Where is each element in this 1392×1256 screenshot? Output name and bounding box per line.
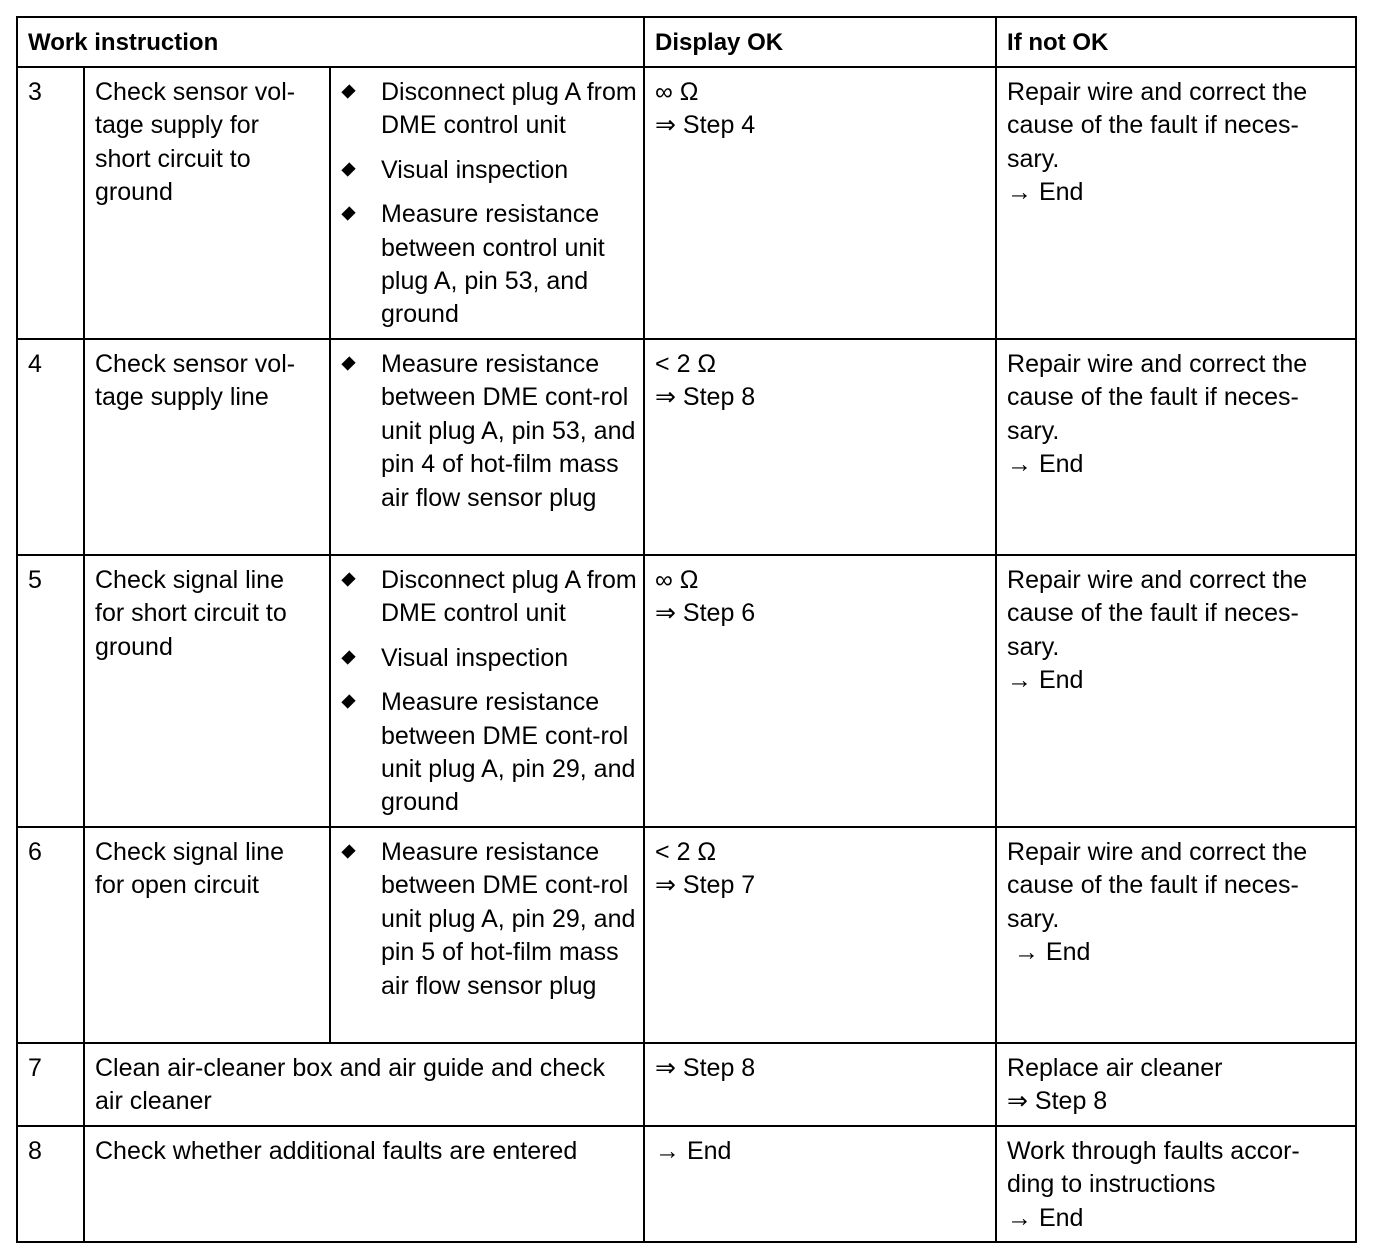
display-ok-next: ⇒ Step 4 (655, 111, 756, 140)
diamond-bullet-icon (341, 650, 355, 664)
if-not-ok-next: → End (1007, 178, 1084, 207)
table-header-row (17, 17, 1356, 67)
display-ok-next: ⇒ Step 7 (655, 871, 756, 900)
task-text: Check signal line for open circuit (95, 838, 284, 900)
diamond-bullet-icon (341, 207, 355, 221)
if-not-ok-action: Repair wire and correct the cause of the fault if neces-sary. (1007, 566, 1308, 661)
table-row (17, 1126, 1356, 1242)
if-not-ok-next: → End (1007, 938, 1091, 967)
task-cell (84, 555, 330, 827)
task-cell (84, 1043, 644, 1126)
task-text: Check whether additional faults are entered (95, 1136, 578, 1165)
display-ok-cell (644, 827, 996, 1043)
if-not-ok-action: Repair wire and correct the cause of the fault if neces-sary. (1007, 350, 1308, 445)
display-ok-cell (644, 67, 996, 339)
table-row (17, 827, 1356, 1043)
if-not-ok-action: Replace air cleaner (1007, 1054, 1223, 1082)
if-not-ok-cell (996, 1126, 1356, 1242)
instruction-bullets (330, 827, 644, 1043)
instruction-bullets (330, 555, 644, 827)
display-ok-value: < 2 Ω (655, 838, 717, 866)
step-number: 6 (17, 827, 84, 1043)
instruction-bullets (330, 339, 644, 555)
table-row (17, 339, 1356, 555)
instruction-bullets (330, 67, 644, 339)
task-cell (84, 827, 330, 1043)
task-text: Check signal line for short circuit to ground (95, 566, 287, 661)
table-row (17, 555, 1356, 827)
display-ok-next: → End (655, 1136, 732, 1165)
step-number: 3 (17, 67, 84, 339)
display-ok-cell (644, 339, 996, 555)
display-ok-cell (644, 555, 996, 827)
if-not-ok-cell (996, 1043, 1356, 1126)
work-instruction-table (16, 16, 1357, 1243)
bullet-item: Visual inspection (339, 642, 637, 675)
if-not-ok-action: Repair wire and correct the cause of the fault if neces-sary. (1007, 838, 1308, 933)
bullet-item: Disconnect plug A from DME control unit (339, 76, 637, 143)
diamond-bullet-icon (341, 162, 355, 176)
bullet-item: Measure resistance between DME cont-rol unit plug A, pin 53, and pin 4 of hot-film mass air flow sensor plug (339, 348, 637, 515)
diamond-bullet-icon (341, 572, 355, 586)
if-not-ok-next: → End (1007, 450, 1084, 479)
header-if-not-ok: If not OK (996, 17, 1356, 67)
display-ok-cell (644, 1126, 996, 1242)
bullet-item: Measure resistance between DME cont-rol unit plug A, pin 29, and ground (339, 686, 637, 820)
diamond-bullet-icon (341, 356, 355, 370)
table-row (17, 67, 1356, 339)
if-not-ok-cell (996, 555, 1356, 827)
step-number: 8 (17, 1126, 84, 1242)
bullet-item: Measure resistance between DME cont-rol unit plug A, pin 29, and pin 5 of hot-film mass air flow sensor plug (339, 836, 637, 1003)
bullet-item: Visual inspection (339, 154, 637, 187)
if-not-ok-cell (996, 339, 1356, 555)
task-cell (84, 339, 330, 555)
task-text: Check sensor vol-tage supply for short circuit to ground (95, 78, 296, 207)
if-not-ok-action: Work through faults accor-ding to instructions (1007, 1136, 1300, 1199)
display-ok-next: ⇒ Step 6 (655, 599, 756, 628)
diamond-bullet-icon (341, 844, 355, 858)
if-not-ok-cell (996, 67, 1356, 339)
task-text: Check sensor vol-tage supply line (95, 350, 296, 412)
header-work-instruction: Work instruction (17, 17, 644, 67)
bullet-item: Disconnect plug A from DME control unit (339, 564, 637, 631)
diamond-bullet-icon (341, 84, 355, 98)
task-cell (84, 1126, 644, 1242)
if-not-ok-next: ⇒ Step 8 (1007, 1087, 1108, 1116)
if-not-ok-next: → End (1007, 1203, 1084, 1232)
header-display-ok: Display OK (644, 17, 996, 67)
if-not-ok-action: Repair wire and correct the cause of the fault if neces-sary. (1007, 78, 1308, 173)
if-not-ok-cell (996, 827, 1356, 1043)
step-number: 4 (17, 339, 84, 555)
task-text: Clean air-cleaner box and air guide and check air cleaner (95, 1054, 606, 1116)
diamond-bullet-icon (341, 695, 355, 709)
task-cell (84, 67, 330, 339)
step-number: 5 (17, 555, 84, 827)
display-ok-next: ⇒ Step 8 (655, 1054, 756, 1082)
display-ok-cell (644, 1043, 996, 1126)
display-ok-value: ∞ Ω (655, 78, 699, 106)
if-not-ok-next: → End (1007, 666, 1084, 695)
bullet-item: Measure resistance between control unit plug A, pin 53, and ground (339, 198, 637, 332)
display-ok-value: ∞ Ω (655, 566, 699, 594)
display-ok-value: < 2 Ω (655, 350, 717, 378)
display-ok-next: ⇒ Step 8 (655, 383, 756, 412)
step-number: 7 (17, 1043, 84, 1126)
table-row (17, 1043, 1356, 1126)
